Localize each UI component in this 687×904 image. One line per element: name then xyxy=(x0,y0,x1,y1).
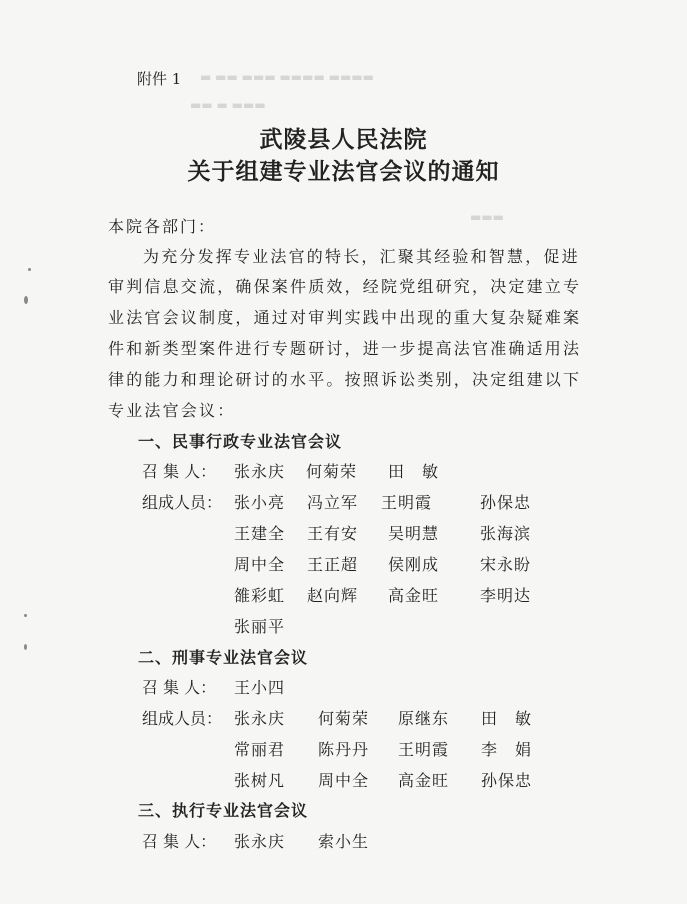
member-name: 王有安 xyxy=(307,524,359,543)
convener-label: 召 集 人： xyxy=(142,462,217,481)
member-name: 孙保忠 xyxy=(480,493,532,512)
member-name: 常丽君 xyxy=(234,740,286,759)
member-name: 何菊荣 xyxy=(318,709,370,728)
document-title-line1: 武陵县人民法院 xyxy=(259,126,428,153)
member-name: 王正超 xyxy=(307,555,359,574)
members-label: 组成人员： xyxy=(142,709,223,728)
member-name: 王明霞 xyxy=(381,493,433,512)
section-heading: 三、执行专业法官会议 xyxy=(138,801,309,820)
member-name: 李 娟 xyxy=(481,740,533,759)
member-name: 高金旺 xyxy=(388,586,440,605)
convener-name: 索小生 xyxy=(318,832,370,851)
salutation: 本院各部门： xyxy=(108,217,217,236)
body-line: 专业法官会议： xyxy=(108,401,236,420)
member-name: 原继东 xyxy=(398,709,450,728)
member-name: 王明霞 xyxy=(398,740,450,759)
member-name: 赵向辉 xyxy=(307,586,359,605)
binding-hole-mark xyxy=(24,644,27,650)
convener-label: 召 集 人： xyxy=(142,832,217,851)
member-name: 张丽平 xyxy=(234,617,286,636)
member-name: 孙保忠 xyxy=(481,771,533,790)
member-name: 冯立军 xyxy=(307,493,359,512)
member-name: 李明达 xyxy=(480,586,532,605)
member-name: 陈丹丹 xyxy=(318,740,370,759)
member-name: 吴明慧 xyxy=(388,524,440,543)
section-heading: 二、刑事专业法官会议 xyxy=(138,648,309,667)
convener-name: 何菊荣 xyxy=(306,462,358,481)
binding-hole-mark xyxy=(24,614,27,617)
convener-name: 王小四 xyxy=(234,678,286,697)
member-name: 张小亮 xyxy=(234,493,286,512)
binding-hole-mark xyxy=(28,268,31,271)
convener-name: 张永庆 xyxy=(234,832,286,851)
convener-name: 张永庆 xyxy=(234,462,286,481)
binding-hole-mark xyxy=(24,296,28,304)
document-title-line2: 关于组建专业法官会议的通知 xyxy=(187,158,500,185)
member-name: 周中全 xyxy=(234,555,286,574)
convener-name: 田 敏 xyxy=(388,462,440,481)
body-line: 件和新类型案件进行专题研讨，进一步提高法官准确适用法 xyxy=(108,339,582,358)
body-line: 为充分发挥专业法官的特长，汇聚其经验和智慧，促进 xyxy=(143,247,580,266)
member-name: 张永庆 xyxy=(234,709,286,728)
member-name: 张海滨 xyxy=(480,524,532,543)
attachment-label: 附件 1 xyxy=(137,70,182,88)
member-name: 张树凡 xyxy=(234,771,286,790)
member-name: 高金旺 xyxy=(398,771,450,790)
body-line: 业法官会议制度，通过对审判实践中出现的重大复杂疑难案 xyxy=(108,308,582,327)
body-line: 律的能力和理论研讨的水平。按照诉讼类别，决定组建以下 xyxy=(108,370,582,389)
body-line: 审判信息交流，确保案件质效，经院党组研究，决定建立专 xyxy=(108,277,582,296)
member-name: 田 敏 xyxy=(481,709,533,728)
member-name: 侯刚成 xyxy=(388,555,440,574)
convener-label: 召 集 人： xyxy=(142,678,217,697)
section-heading: 一、民事行政专业法官会议 xyxy=(138,432,343,451)
members-label: 组成人员： xyxy=(142,493,223,512)
bleed-through-text: ▬▬▬ xyxy=(470,210,505,224)
member-name: 周中全 xyxy=(318,771,370,790)
member-name: 王建全 xyxy=(234,524,286,543)
member-name: 宋永盼 xyxy=(480,555,532,574)
bleed-through-text: ▬ ▬▬ ▬▬▬ ▬▬▬▬ ▬▬▬▬ xyxy=(200,70,374,84)
bleed-through-text: ▬▬ ▬ ▬▬▬ xyxy=(190,98,266,112)
member-name: 雒彩虹 xyxy=(234,586,286,605)
